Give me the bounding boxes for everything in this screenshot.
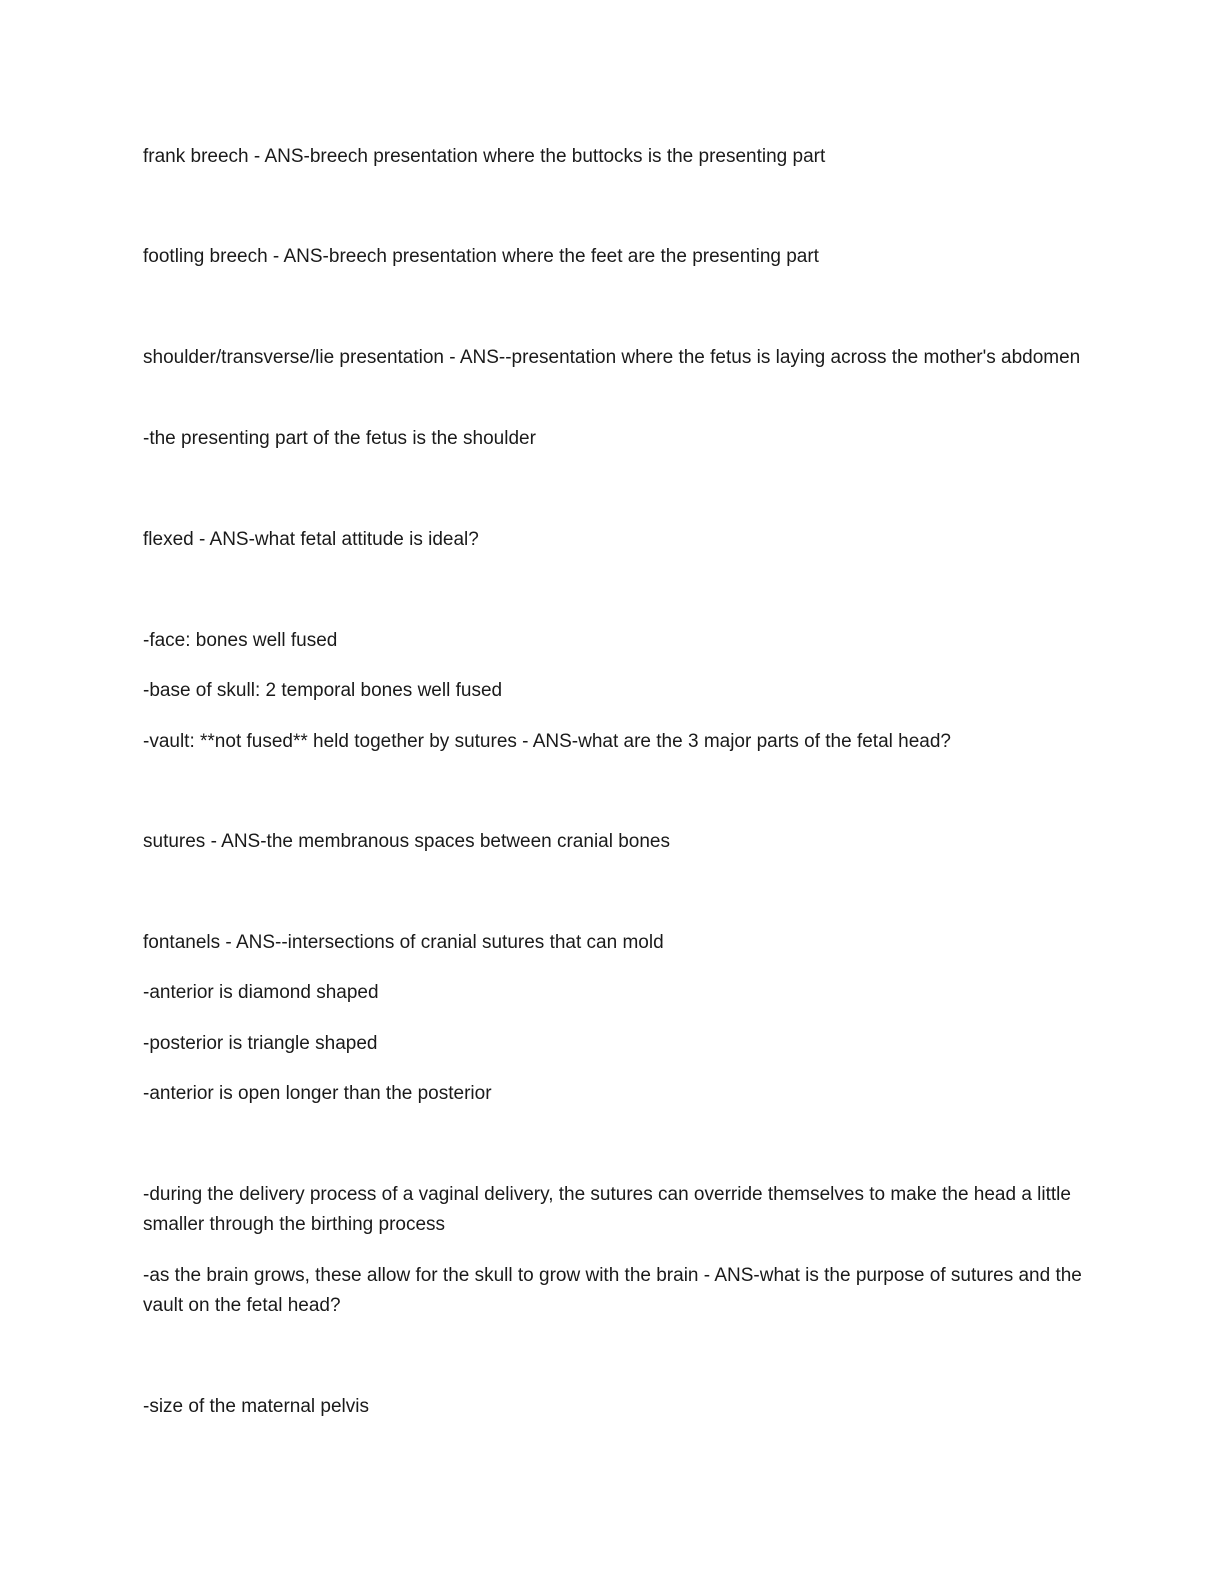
fontanel-anterior-open-longer: -anterior is open longer than the posterior xyxy=(143,1083,492,1104)
flashcard-footling-breech: footling breech - ANS-breech presentation where the feet are the presenting part xyxy=(143,246,819,267)
fontanel-posterior-shape: -posterior is triangle shaped xyxy=(143,1033,378,1054)
flashcard-shoulder-presenting-part: -the presenting part of the fetus is the shoulder xyxy=(143,428,536,449)
flashcard-sutures: sutures - ANS-the membranous spaces between cranial bones xyxy=(143,831,670,852)
maternal-pelvis-size: -size of the maternal pelvis xyxy=(143,1396,369,1417)
fontanel-anterior-shape: -anterior is diamond shaped xyxy=(143,982,379,1003)
flashcard-frank-breech: frank breech - ANS-breech presentation where the buttocks is the presenting part xyxy=(143,146,826,167)
fetal-head-vault: -vault: **not fused** held together by sutures - ANS-what are the 3 major parts of the fetal head? xyxy=(143,731,951,752)
sutures-purpose-delivery: -during the delivery process of a vaginal delivery, the sutures can override themselves to make the head a little smaller through the birthing process xyxy=(143,1184,1071,1235)
flashcard-shoulder-presentation: shoulder/transverse/lie presentation - ANS--presentation where the fetus is laying across the mother's abdomen xyxy=(143,347,1081,368)
flashcard-fontanels: fontanels - ANS--intersections of cranial sutures that can mold xyxy=(143,932,664,953)
fetal-head-base-of-skull: -base of skull: 2 temporal bones well fused xyxy=(143,680,503,701)
sutures-purpose-brain-growth: -as the brain grows, these allow for the skull to grow with the brain - ANS-what is the purpose of sutures and the vault on the fetal head? xyxy=(143,1265,1082,1316)
flashcard-flexed-attitude: flexed - ANS-what fetal attitude is ideal? xyxy=(143,529,479,550)
fetal-head-face: -face: bones well fused xyxy=(143,630,338,651)
